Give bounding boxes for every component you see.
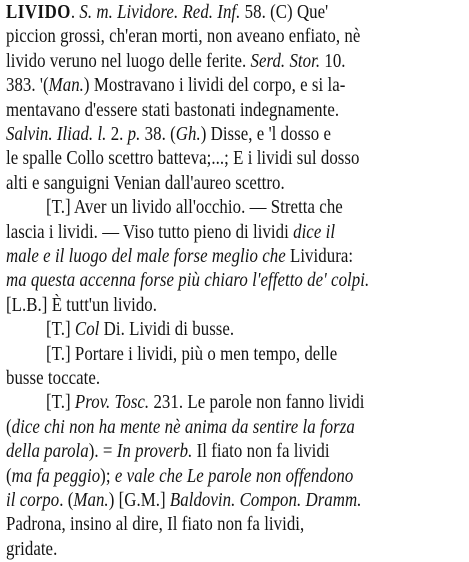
entry-line <box>46 343 337 367</box>
entry-line <box>6 465 353 489</box>
text-run: [T.] Portare i lividi, più o men tempo, delle <box>46 343 338 365</box>
italic-text: il corpo <box>6 490 60 511</box>
italic-text: dice il <box>293 221 336 243</box>
entry-line <box>6 123 331 147</box>
italic-text: S. m. Lividore. Red. Inf. <box>79 2 241 23</box>
italic-text: ma fa peggio <box>11 465 101 487</box>
text-run: . ( <box>59 490 74 511</box>
entry-line <box>6 513 304 537</box>
text-run: lascia i lividi. — Viso tutto pieno di lividi <box>6 221 294 243</box>
text-run: 2. <box>106 124 128 145</box>
italic-text: p. <box>127 124 141 145</box>
entry-line <box>6 367 100 391</box>
text-run: 10. <box>320 50 346 72</box>
text-run: ); <box>100 465 115 487</box>
text-run: mentavano d'essere stati bastonati indegnamente. <box>6 99 340 121</box>
entry-line <box>6 147 359 171</box>
text-run: Lividura: <box>285 246 354 267</box>
italic-text: male e il luogo del male forse meglio che <box>6 246 286 267</box>
text-run: Il fiato non fa lividi <box>192 441 330 463</box>
entry-line <box>6 99 339 123</box>
entry-line <box>6 50 346 74</box>
text-run: ( <box>6 465 12 487</box>
text-run: Padrona, insino al dire, Il fiato non fa lividi, <box>6 514 305 536</box>
text-run: piccion grossi, ch'eran morti, non aveano enfiato, nè <box>6 26 361 48</box>
text-run: ( <box>6 416 12 438</box>
italic-text: dice chi non ha mente nè anima da sentire la forza <box>11 416 355 438</box>
text-run: 383. '( <box>6 75 49 97</box>
entry-line <box>6 440 330 464</box>
entry-line-headword <box>6 1 328 25</box>
entry-line <box>6 538 57 562</box>
text-run: [T.] <box>46 319 75 341</box>
text-run: ) Disse, e 'l dosso e <box>200 124 332 145</box>
entry-line <box>6 245 353 269</box>
entry-line <box>46 391 364 415</box>
text-run: [T.] Aver un livido all'occhio. — Stretta che <box>46 197 343 219</box>
text-run: ) [G.M.] <box>108 490 170 511</box>
entry-line <box>6 489 361 513</box>
text-run: livido veruno nel luogo delle ferite. <box>6 50 251 72</box>
text-run: . <box>70 2 80 23</box>
text-run: 58. (C) Que' <box>240 2 329 23</box>
italic-text: ma questa accenna forse più chiaro l'effetto de' colpi. <box>6 270 370 292</box>
text-run: le spalle Collo scettro batteva;...; E i lividi sul dosso <box>6 148 360 170</box>
italic-text: Gh. <box>175 124 201 145</box>
text-run: ). = <box>88 441 117 463</box>
text-run: gridate. <box>6 538 58 560</box>
text-run: [T.] <box>46 392 75 414</box>
text-run: busse toccate. <box>6 368 101 389</box>
entry-line <box>6 416 355 440</box>
italic-text: Prov. Tosc. <box>74 392 150 414</box>
entry-line <box>6 172 285 196</box>
text-run: Di. Lividi di busse. <box>99 319 235 341</box>
italic-text: e vale che Le parole non offendono <box>114 465 354 487</box>
entry-line <box>6 269 369 293</box>
headword: LIVIDO <box>6 2 71 23</box>
entry-line <box>46 318 234 342</box>
entry-line <box>6 221 335 245</box>
italic-text: Baldovin. Compon. Dramm. <box>169 490 362 511</box>
entry-line <box>6 294 157 318</box>
entry-line <box>46 196 343 220</box>
italic-text: Man. <box>73 490 109 511</box>
italic-text: Salvin. Iliad. l. <box>6 124 107 145</box>
text-run: alti e sanguigni Venian dall'aureo scettro. <box>6 172 285 194</box>
text-run: 231. Le parole non fanno lividi <box>149 392 365 414</box>
italic-text: In proverb. <box>116 441 193 463</box>
entry-line <box>6 25 360 49</box>
text-run: [L.B.] È tutt'un livido. <box>6 294 158 316</box>
italic-text: Col <box>74 319 100 341</box>
italic-text: della parola <box>6 441 89 463</box>
entry-line <box>6 74 345 98</box>
italic-text: Serd. Stor. <box>250 50 321 72</box>
text-run: ) Mostravano i lividi del corpo, e si la- <box>83 75 346 97</box>
text-run: 38. ( <box>140 124 176 145</box>
italic-text: Man. <box>48 75 84 97</box>
